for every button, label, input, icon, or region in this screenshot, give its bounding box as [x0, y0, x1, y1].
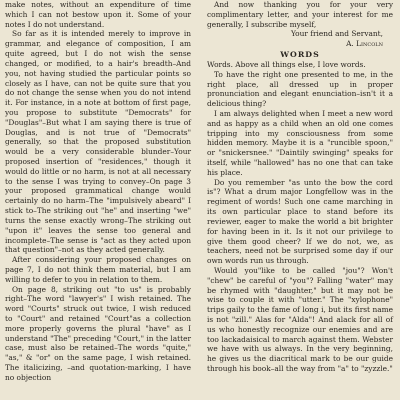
letter-signature: A. Lincoln: [346, 39, 383, 49]
article-paragraph-4: Would you"like to be called "jou"? Won't "chew" be careful of "you"? Falling "water" may be rhymed with "daughter," but it may not be wise to couple it with "utter." The "xylophone" trips gaily to the fame of long i, but its first name is not "zill." Alas for "Alda"! And alack for all of us who honestly recognize our enemies and are too lackadaisical to march against them. Webster we have with us always. In the very beginning, he gives us the diacritical mark to be our guide through his book–all the way from "a" to "zyzzle.": [207, 265, 393, 374]
left-column: [5, 0, 191, 383]
letter-closing-paragraph: And now thanking you for your very complimentary letter, and your interest for me generally, I subscribe myself,: [207, 0, 393, 29]
article-paragraph-3: Do you remember "as unto the bow the cord is"? What a drum major Longfellow was in the regiment of words! Such one came marching in its own particular place to stand before its reviewer, eager to make the world a bit brighter for having been in it. Is it not our privilege to give them good cheer? If we do not, we, as teachers, need not be surprised some day if our own words run us through.: [207, 177, 393, 266]
right-column: [207, 0, 393, 374]
letter-paragraph-3: After considering your proposed changes on page 7, I do not think them material, but I am willing to defer to you in relation to them.: [5, 255, 191, 284]
section-epigraph: Words. Above all things else, I love words.: [207, 59, 366, 69]
article-paragraph-2: I am always delighted when I meet a new word and as happy as a child when an old one comes tripping into my consciousness from some hidden memory. Maybe it is a "runcible spoon," or "snickersnee." "Daintily swinging" speaks for itself, while "hallowed" has no one that can take his place.: [207, 108, 393, 177]
letter-paragraph-4: On page 8, striking out "to us" is probably right–The word "lawyer's" I wish retained. The word "Courts" struck out twice, I wish reduced to "Court" and retained "Court"as a collection more properly governs the plural "have" as I understand "The" preceding "Court," in the latter case, must also be retained–The words "quite," "as," & "or" on the same page, I wish retained. The italicizing, –and quotation-marking, I have no objection: [5, 284, 191, 382]
letter-paragraph-2: So far as it is intended merely to improve in grammar, and elegance of composition, I am quite agreed, but I do not wish the sense changed, or modified, to a hair's breadth–And you, not having studied the particular points so closely as I have, can not be quite sure that you do not change the sense when you do not intend it. For instance, in a note at bottom of first page, you propose to substitute "Democrats" for "Douglas"–But what I am saying there is true of Douglas, and is not true of "Democrats" generally, so that the proposed substitution would be a very considerable blunder–Your proposed insertion of "residences," though it would do little or no harm, is not at all necessary to the sense I was trying to convey–On page 3 your proposed grammatical change would certainly do no harm–The "impulsively abeard" I stick to–The striking out "he" and inserting "we" turns the sense exactly wrong–The striking out "upon it" leaves the sense too general and incomplete–The sense is "act as they acted upon that question"–not as they acted generally.: [5, 29, 191, 255]
letter-paragraph-1: make notes, without an expenditure of time which I can not bestow upon it. Some of your notes I do not understand.: [5, 0, 191, 29]
article-paragraph-1: To have the right one presented to me, in the right place, all dressed up in proper pronunciation and elegant enunciation–isn't it a delicious thing?: [207, 69, 393, 109]
section-heading: WORDS: [280, 50, 320, 60]
letter-closing: Your friend and Servant,: [290, 29, 383, 39]
